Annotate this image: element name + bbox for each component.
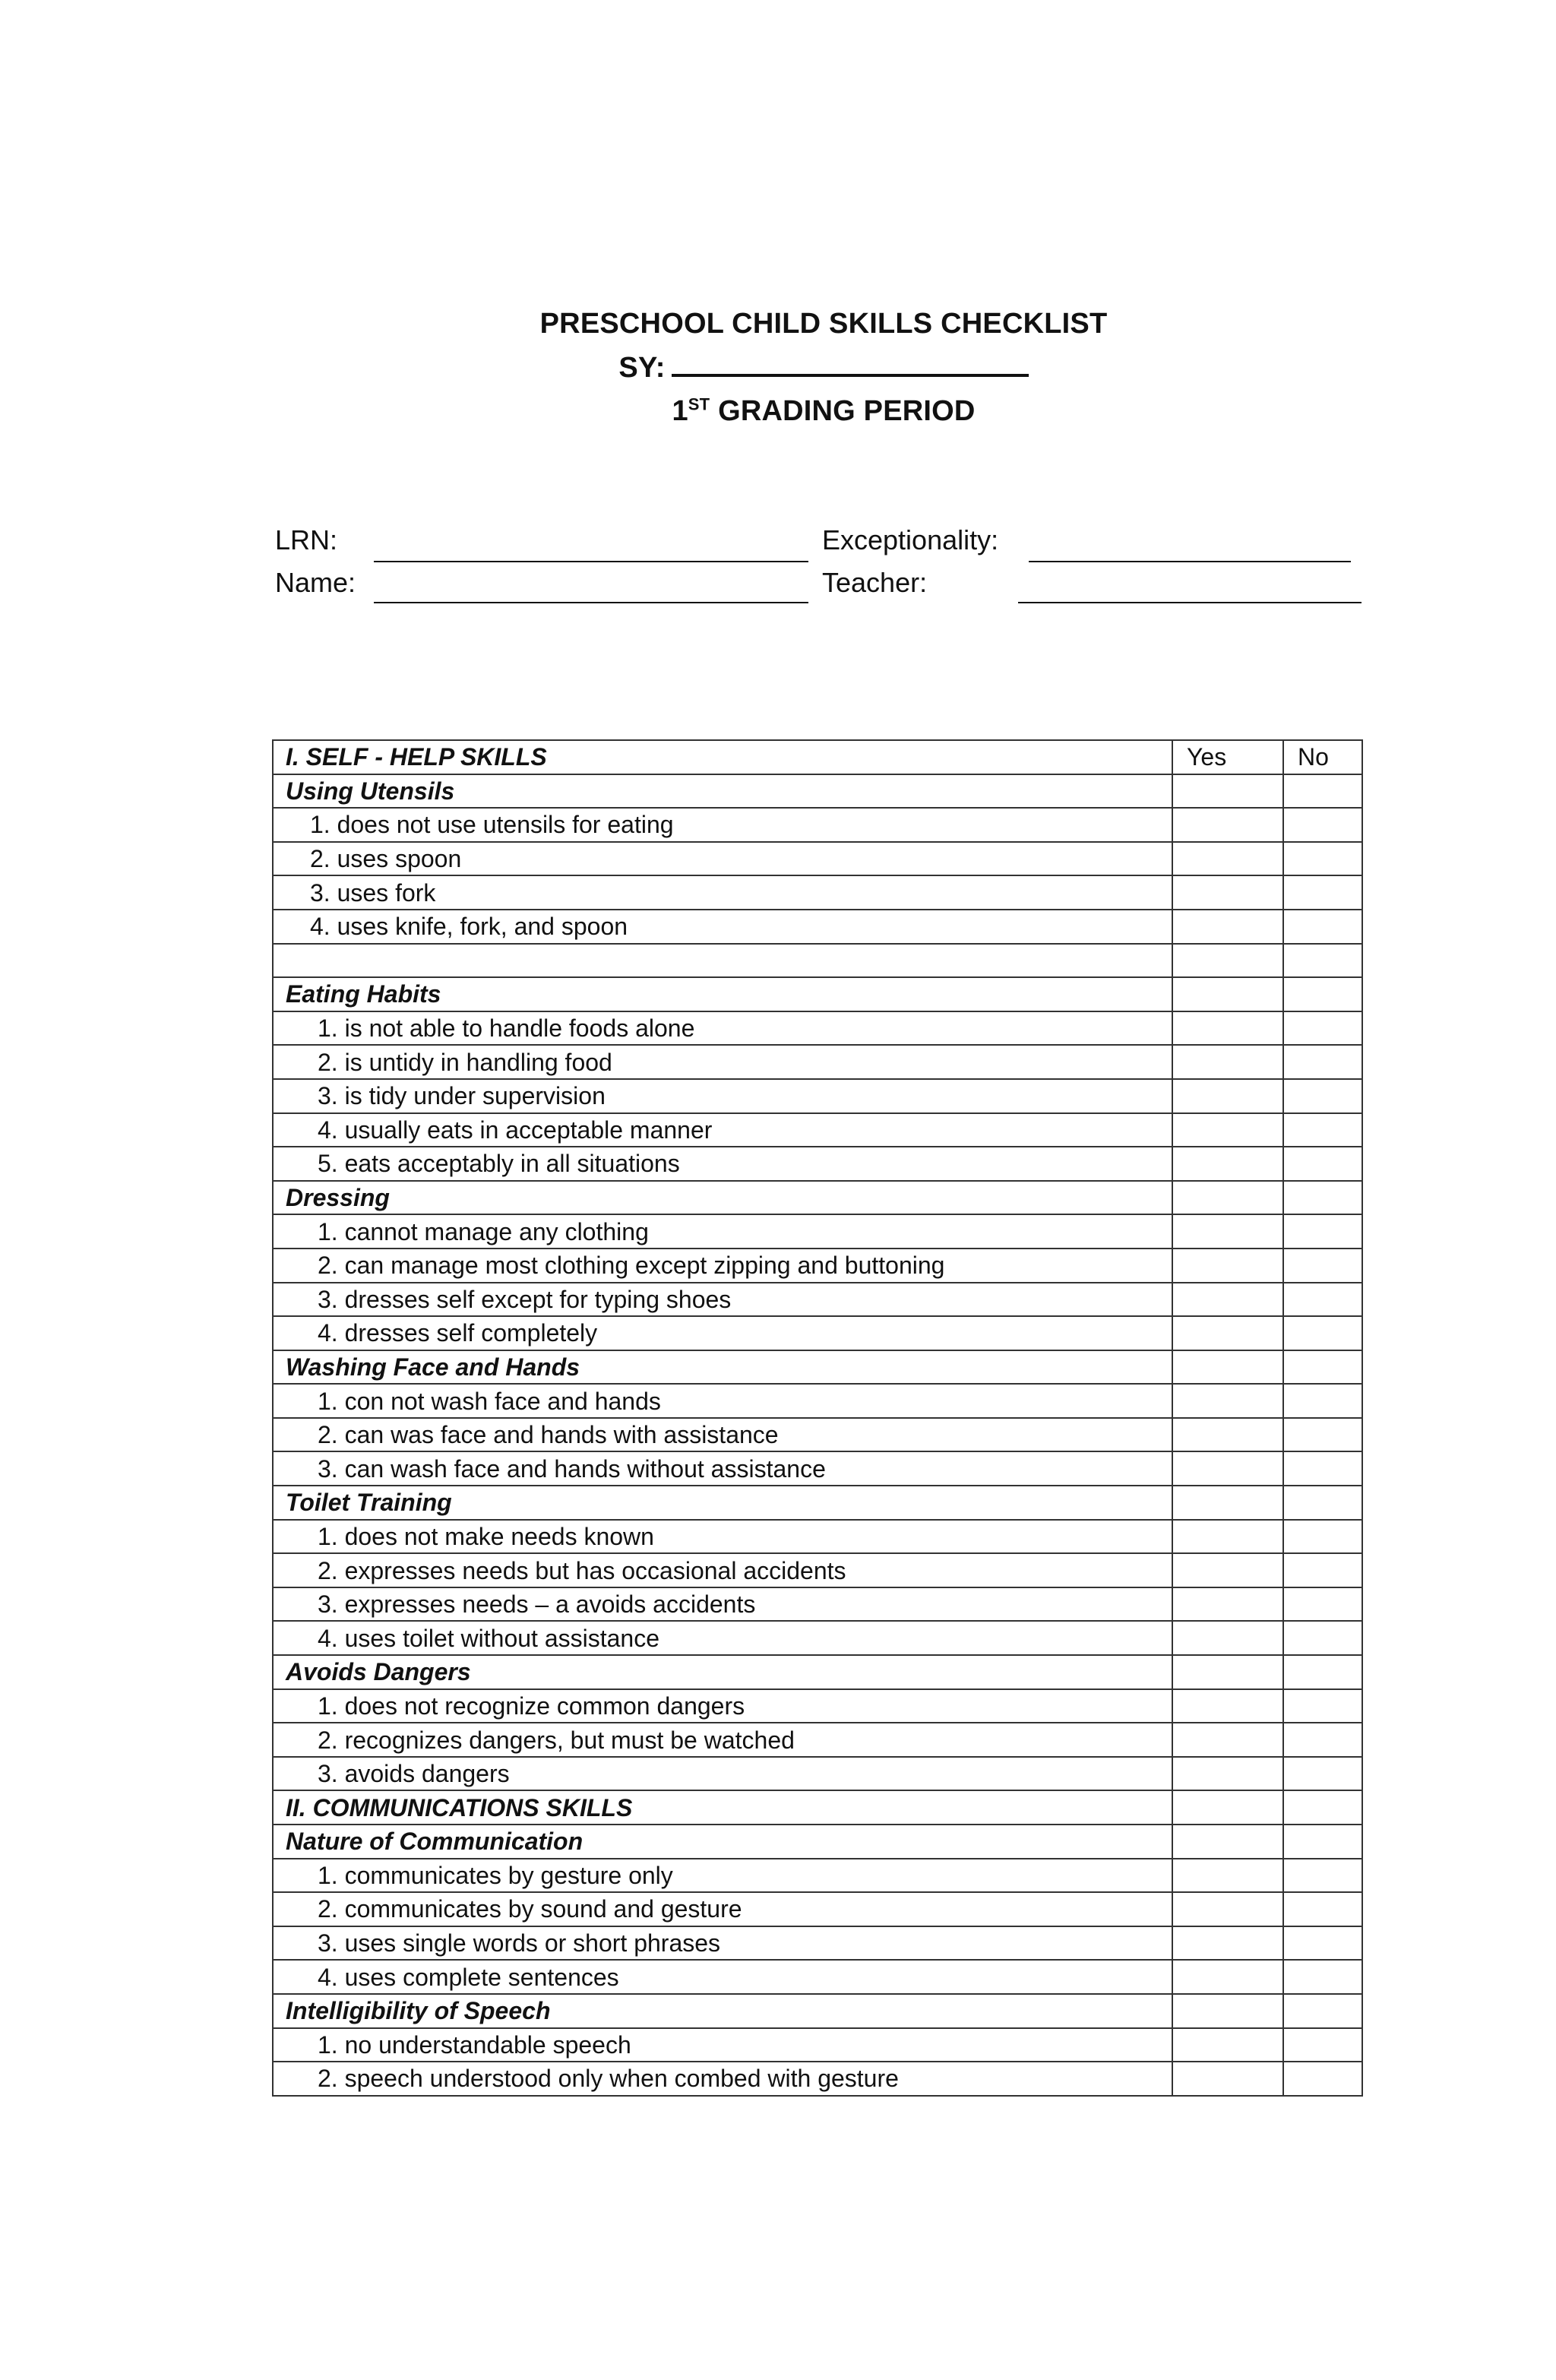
skill-item-text: 3. avoids dangers	[318, 1760, 510, 1788]
yes-checkbox-cell[interactable]	[1172, 875, 1283, 910]
yes-checkbox-cell[interactable]	[1172, 1486, 1283, 1520]
yes-checkbox-cell[interactable]	[1172, 977, 1283, 1011]
no-checkbox-cell[interactable]	[1283, 1079, 1362, 1113]
skill-cell	[273, 842, 1172, 876]
category-heading: Dressing	[273, 1181, 1172, 1215]
checklist-item-row	[273, 2028, 1362, 2062]
no-checkbox-cell[interactable]	[1283, 1723, 1362, 1757]
yes-checkbox-cell[interactable]	[1172, 1520, 1283, 1554]
skill-cell	[273, 1079, 1172, 1113]
skill-cell	[273, 808, 1172, 842]
skill-cell	[273, 1283, 1172, 1317]
yes-checkbox-cell[interactable]	[1172, 1316, 1283, 1350]
skill-item-text: 3. expresses needs – a avoids accidents	[318, 1590, 756, 1619]
checklist-item-row	[273, 875, 1362, 910]
skill-cell	[273, 1892, 1172, 1926]
yes-checkbox-cell[interactable]	[1172, 1113, 1283, 1147]
skill-cell	[273, 1316, 1172, 1350]
no-checkbox-cell[interactable]	[1283, 1451, 1362, 1486]
skill-item-text: 1. does not make needs known	[318, 1522, 654, 1550]
no-checkbox-cell[interactable]	[1283, 1926, 1362, 1961]
name-field[interactable]	[374, 602, 808, 603]
skill-cell	[273, 1249, 1172, 1283]
no-checkbox-cell[interactable]	[1283, 910, 1362, 944]
no-checkbox-cell[interactable]	[1283, 1892, 1362, 1926]
no-checkbox-cell[interactable]	[1283, 1350, 1362, 1385]
category-heading: Toilet Training	[273, 1486, 1172, 1520]
yes-checkbox-cell[interactable]	[1172, 1249, 1283, 1283]
yes-checkbox-cell[interactable]	[1172, 1926, 1283, 1961]
skills-checklist-table	[272, 739, 1363, 2097]
skill-cell	[273, 1520, 1172, 1554]
grading-number: 1	[672, 395, 688, 427]
yes-checkbox-cell[interactable]	[1172, 944, 1283, 978]
title-text: PRESCHOOL CHILD SKILLS CHECKLIST	[539, 308, 1108, 340]
category-row	[273, 1486, 1362, 1520]
skill-cell	[273, 1621, 1172, 1655]
skill-cell	[273, 875, 1172, 910]
skill-item-text: 4. uses toilet without assistance	[318, 1624, 660, 1652]
lrn-label: LRN:	[275, 524, 338, 555]
category-row	[273, 774, 1362, 809]
yes-checkbox-cell[interactable]	[1172, 1655, 1283, 1689]
no-checkbox-cell[interactable]	[1283, 1113, 1362, 1147]
blank-row	[273, 944, 1362, 978]
yes-checkbox-cell[interactable]	[1172, 1825, 1283, 1859]
yes-checkbox-cell[interactable]	[1172, 1994, 1283, 2028]
no-checkbox-cell[interactable]	[1283, 1859, 1362, 1893]
no-checkbox-cell[interactable]	[1283, 1011, 1362, 1046]
skill-item-text: 2. expresses needs but has occasional accidents	[318, 1556, 846, 1584]
checklist-item-row	[273, 1723, 1362, 1757]
checklist-item-row	[273, 1757, 1362, 1791]
checklist-item-row	[273, 1621, 1362, 1655]
category-row	[273, 1994, 1362, 2028]
no-checkbox-cell[interactable]	[1283, 1994, 1362, 2028]
yes-checkbox-cell[interactable]	[1172, 2028, 1283, 2062]
skill-cell	[273, 1926, 1172, 1961]
yes-checkbox-cell[interactable]	[1172, 1621, 1283, 1655]
skill-cell	[273, 1147, 1172, 1181]
yes-checkbox-cell[interactable]	[1172, 910, 1283, 944]
no-checkbox-cell[interactable]	[1283, 808, 1362, 842]
grading-text: GRADING PERIOD	[718, 395, 976, 427]
exceptionality-label: Exceptionality:	[822, 524, 999, 555]
no-checkbox-cell[interactable]	[1283, 1790, 1362, 1825]
skill-cell	[273, 1587, 1172, 1622]
skill-cell	[273, 910, 1172, 944]
checklist-item-row	[273, 1384, 1362, 1418]
skill-item-text: 1. does not recognize common dangers	[318, 1692, 745, 1720]
checklist-item-row	[273, 1214, 1362, 1249]
category-row	[273, 1825, 1362, 1859]
no-checkbox-cell[interactable]	[1283, 1486, 1362, 1520]
checklist-item-row	[273, 1587, 1362, 1622]
yes-checkbox-cell[interactable]	[1172, 1723, 1283, 1757]
skill-item-text: 3. uses single words or short phrases	[318, 1929, 721, 1957]
category-heading: Avoids Dangers	[273, 1655, 1172, 1689]
no-checkbox-cell[interactable]	[1283, 1520, 1362, 1554]
yes-checkbox-cell[interactable]	[1172, 808, 1283, 842]
skill-item-text: 3. can wash face and hands without assistance	[318, 1454, 826, 1483]
no-checkbox-cell[interactable]	[1283, 1689, 1362, 1723]
skill-cell	[273, 1757, 1172, 1791]
yes-checkbox-cell[interactable]	[1172, 1790, 1283, 1825]
no-checkbox-cell[interactable]	[1283, 977, 1362, 1011]
skill-item-text: 5. eats acceptably in all situations	[318, 1150, 680, 1178]
yes-checkbox-cell[interactable]	[1172, 1960, 1283, 1994]
category-row	[273, 1181, 1362, 1215]
sy-label: SY:	[618, 352, 666, 384]
yes-checkbox-cell[interactable]	[1172, 1553, 1283, 1587]
checklist-item-row	[273, 1520, 1362, 1554]
section-heading: I. SELF - HELP SKILLS	[273, 740, 1172, 774]
skill-item-text: 2. speech understood only when combed with gesture	[318, 2065, 899, 2093]
skill-item-text: 1. no understandable speech	[318, 2030, 631, 2059]
yes-checkbox-cell[interactable]	[1172, 1181, 1283, 1215]
skill-item-text: 1. con not wash face and hands	[318, 1387, 661, 1415]
no-checkbox-cell[interactable]	[1283, 1587, 1362, 1622]
yes-checkbox-cell[interactable]	[1172, 842, 1283, 876]
checklist-item-row	[273, 1960, 1362, 1994]
skill-item-text: 3. uses fork	[310, 878, 436, 907]
name-label: Name:	[275, 567, 356, 598]
yes-checkbox-cell[interactable]	[1172, 1689, 1283, 1723]
checklist-item-row	[273, 1859, 1362, 1893]
skill-cell	[273, 1418, 1172, 1452]
skill-item-text: 1. does not use utensils for eating	[310, 811, 674, 839]
checklist-item-row	[273, 1011, 1362, 1046]
no-checkbox-cell[interactable]	[1283, 842, 1362, 876]
no-checkbox-cell[interactable]	[1283, 1147, 1362, 1181]
yes-checkbox-cell[interactable]	[1172, 1451, 1283, 1486]
skill-cell	[273, 1214, 1172, 1249]
skill-cell	[273, 1859, 1172, 1893]
no-checkbox-cell[interactable]	[1283, 1316, 1362, 1350]
yes-checkbox-cell[interactable]	[1172, 1283, 1283, 1317]
no-checkbox-cell[interactable]	[1283, 1553, 1362, 1587]
yes-checkbox-cell[interactable]	[1172, 1418, 1283, 1452]
skill-item-text: 1. is not able to handle foods alone	[318, 1014, 695, 1043]
checklist-body	[273, 740, 1362, 2096]
section-heading: II. COMMUNICATIONS SKILLS	[273, 1790, 1172, 1825]
teacher-label: Teacher:	[822, 567, 928, 598]
skill-cell	[273, 1451, 1172, 1486]
skill-item-text: 4. uses complete sentences	[318, 1963, 619, 1991]
no-checkbox-cell[interactable]	[1283, 1214, 1362, 1249]
category-heading: Eating Habits	[273, 977, 1172, 1011]
skill-item-text: 2. communicates by sound and gesture	[318, 1895, 742, 1923]
exceptionality-field[interactable]	[1029, 561, 1351, 562]
yes-checkbox-cell[interactable]	[1172, 2062, 1283, 2096]
checklist-item-row	[273, 1689, 1362, 1723]
no-checkbox-cell[interactable]	[1283, 1045, 1362, 1079]
skill-item-text: 3. is tidy under supervision	[318, 1082, 606, 1110]
category-row	[273, 977, 1362, 1011]
no-checkbox-cell[interactable]	[1283, 2028, 1362, 2062]
skill-item-text: 4. uses knife, fork, and spoon	[310, 913, 628, 941]
checklist-item-row	[273, 1316, 1362, 1350]
skill-item-text: 2. can was face and hands with assistance	[318, 1421, 779, 1449]
checklist-item-row	[273, 910, 1362, 944]
checklist-item-row	[273, 1113, 1362, 1147]
checklist-item-row	[273, 1249, 1362, 1283]
yes-column-header: Yes	[1172, 740, 1283, 774]
school-year-line	[0, 351, 1556, 385]
yes-checkbox-cell[interactable]	[1172, 1011, 1283, 1046]
yes-checkbox-cell[interactable]	[1172, 1587, 1283, 1622]
category-row	[273, 1655, 1362, 1689]
skill-cell	[273, 1723, 1172, 1757]
yes-checkbox-cell[interactable]	[1172, 774, 1283, 809]
category-heading: Intelligibility of Speech	[273, 1994, 1172, 2028]
skill-cell	[273, 1553, 1172, 1587]
skill-item-text: 4. dresses self completely	[318, 1319, 598, 1347]
checklist-item-row	[273, 808, 1362, 842]
no-checkbox-cell[interactable]	[1283, 1757, 1362, 1791]
skill-cell	[273, 944, 1172, 978]
yes-checkbox-cell[interactable]	[1172, 1045, 1283, 1079]
section-row	[273, 740, 1362, 774]
section-row	[273, 1790, 1362, 1825]
no-checkbox-cell[interactable]	[1283, 2062, 1362, 2096]
no-checkbox-cell[interactable]	[1283, 1418, 1362, 1452]
skill-cell	[273, 2062, 1172, 2096]
category-row	[273, 1350, 1362, 1385]
checklist-item-row	[273, 1926, 1362, 1961]
grading-suffix: ST	[688, 394, 710, 414]
no-checkbox-cell[interactable]	[1283, 1181, 1362, 1215]
category-heading: Nature of Communication	[273, 1825, 1172, 1859]
checklist-item-row	[273, 1451, 1362, 1486]
yes-checkbox-cell[interactable]	[1172, 1757, 1283, 1791]
checklist-item-row	[273, 1283, 1362, 1317]
no-checkbox-cell[interactable]	[1283, 1655, 1362, 1689]
skill-item-text: 3. dresses self except for typing shoes	[318, 1285, 732, 1313]
skill-item-text: 1. communicates by gesture only	[318, 1861, 673, 1889]
page-title	[0, 308, 1556, 340]
yes-checkbox-cell[interactable]	[1172, 1079, 1283, 1113]
no-checkbox-cell[interactable]	[1283, 1825, 1362, 1859]
skill-item-text: 2. can manage most clothing except zipping and buttoning	[318, 1252, 945, 1280]
skill-cell	[273, 1960, 1172, 1994]
sy-blank-field[interactable]	[672, 351, 1029, 377]
no-column-header: No	[1283, 740, 1362, 774]
skill-cell	[273, 1689, 1172, 1723]
skill-item-text: 4. usually eats in acceptable manner	[318, 1116, 713, 1144]
teacher-field[interactable]	[1018, 602, 1362, 603]
skill-item-text: 2. uses spoon	[310, 845, 462, 873]
no-checkbox-cell[interactable]	[1283, 1249, 1362, 1283]
no-checkbox-cell[interactable]	[1283, 1283, 1362, 1317]
lrn-field[interactable]	[374, 561, 808, 562]
no-checkbox-cell[interactable]	[1283, 875, 1362, 910]
checklist-item-row	[273, 1079, 1362, 1113]
skill-item-text: 1. cannot manage any clothing	[318, 1217, 649, 1245]
no-checkbox-cell[interactable]	[1283, 1960, 1362, 1994]
checklist-item-row	[273, 1553, 1362, 1587]
yes-checkbox-cell[interactable]	[1172, 1859, 1283, 1893]
checklist-item-row	[273, 1892, 1362, 1926]
skill-cell	[273, 1045, 1172, 1079]
category-heading: Washing Face and Hands	[273, 1350, 1172, 1385]
no-checkbox-cell[interactable]	[1283, 944, 1362, 978]
skill-item-text: 2. is untidy in handling food	[318, 1048, 612, 1076]
yes-checkbox-cell[interactable]	[1172, 1214, 1283, 1249]
yes-checkbox-cell[interactable]	[1172, 1147, 1283, 1181]
skill-cell	[273, 1011, 1172, 1046]
skill-cell	[273, 1113, 1172, 1147]
checklist-item-row	[273, 842, 1362, 876]
checklist-item-row	[273, 1045, 1362, 1079]
category-heading: Using Utensils	[273, 774, 1172, 809]
yes-checkbox-cell[interactable]	[1172, 1350, 1283, 1385]
yes-checkbox-cell[interactable]	[1172, 1384, 1283, 1418]
checklist-item-row	[273, 2062, 1362, 2096]
checklist-item-row	[273, 1147, 1362, 1181]
no-checkbox-cell[interactable]	[1283, 774, 1362, 809]
no-checkbox-cell[interactable]	[1283, 1384, 1362, 1418]
checklist-item-row	[273, 1418, 1362, 1452]
no-checkbox-cell[interactable]	[1283, 1621, 1362, 1655]
skill-cell	[273, 1384, 1172, 1418]
grading-period	[0, 395, 1556, 428]
skill-item-text: 2. recognizes dangers, but must be watched	[318, 1726, 795, 1754]
skill-cell	[273, 2028, 1172, 2062]
yes-checkbox-cell[interactable]	[1172, 1892, 1283, 1926]
